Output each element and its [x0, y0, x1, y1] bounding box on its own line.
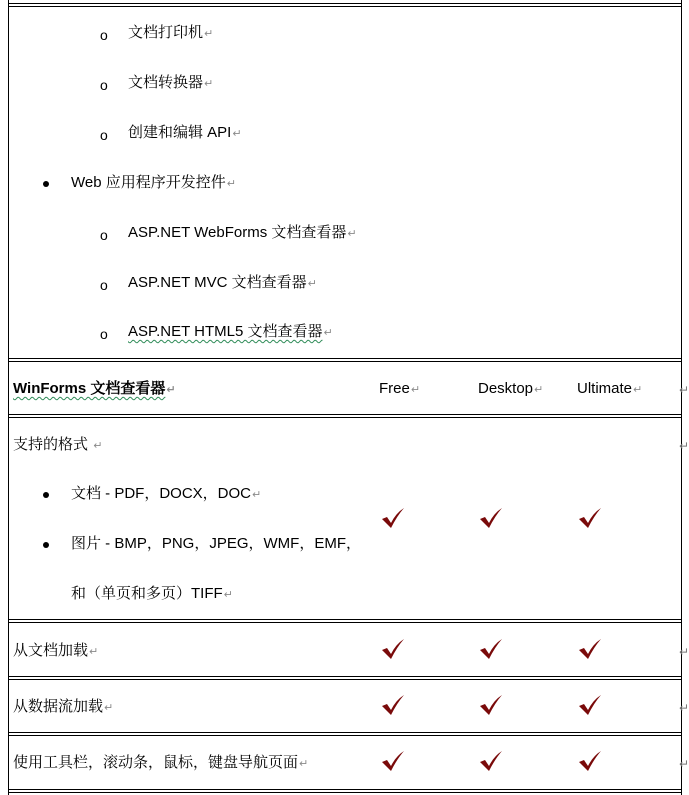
list-item: ASP.NET MVC 文档查看器↵: [128, 274, 317, 291]
circle-bullet-icon: o: [100, 227, 108, 243]
list-item: ASP.NET WebForms 文档查看器↵: [128, 224, 357, 241]
checkmark-icon: [478, 749, 504, 773]
list-item: Web 应用程序开发控件↵: [71, 174, 236, 191]
row-border: [8, 358, 682, 362]
formats-label: 支持的格式 ↵: [13, 436, 103, 453]
format-image-continued: 和（单页和多页）TIFF↵: [71, 585, 233, 602]
end-of-row-mark: ↵: [679, 645, 689, 659]
list-item: 文档转换器↵: [128, 74, 214, 91]
checkmark-icon: [478, 637, 504, 661]
row-border: [8, 732, 682, 736]
format-doc: 文档 - PDF，DOCX，DOC↵: [71, 485, 262, 502]
column-header-free: Free↵: [379, 380, 421, 397]
disc-bullet-icon: [43, 181, 49, 187]
checkmark-icon: [478, 693, 504, 717]
checkmark-icon: [478, 506, 504, 530]
column-header-ultimate: Ultimate↵: [577, 380, 643, 397]
table-header-title: WinForms 文档查看器↵: [13, 380, 176, 397]
row-border: [8, 414, 682, 418]
circle-bullet-icon: o: [100, 326, 108, 342]
row-border: [8, 676, 682, 680]
checkmark-icon: [380, 637, 406, 661]
checkmark-icon: [577, 693, 603, 717]
disc-bullet-icon: [43, 492, 49, 498]
feature-label: 使用工具栏，滚动条，鼠标，键盘导航页面↵: [13, 754, 309, 771]
row-border: [8, 619, 682, 623]
end-of-row-mark: ↵: [679, 383, 689, 397]
checkmark-icon: [577, 637, 603, 661]
checkmark-icon: [577, 749, 603, 773]
circle-bullet-icon: o: [100, 127, 108, 143]
list-item: 创建和编辑 API↵: [128, 124, 242, 141]
disc-bullet-icon: [43, 542, 49, 548]
checkmark-icon: [577, 506, 603, 530]
format-image: 图片 - BMP，PNG，JPEG，WMF，EMF，: [71, 535, 361, 552]
checkmark-icon: [380, 749, 406, 773]
end-of-row-mark: ↵: [679, 757, 689, 771]
end-of-row-mark: ↵: [679, 701, 689, 715]
column-header-desktop: Desktop↵: [478, 380, 544, 397]
checkmark-icon: [380, 506, 406, 530]
circle-bullet-icon: o: [100, 277, 108, 293]
checkmark-icon: [380, 693, 406, 717]
feature-label: 从文档加载↵: [13, 642, 99, 659]
list-item: 文档打印机↵: [128, 24, 214, 41]
end-of-row-mark: ↵: [679, 439, 689, 453]
list-item: ASP.NET HTML5 文档查看器↵: [128, 323, 333, 340]
row-border: [8, 789, 682, 793]
circle-bullet-icon: o: [100, 77, 108, 93]
circle-bullet-icon: o: [100, 27, 108, 43]
feature-label: 从数据流加载↵: [13, 698, 114, 715]
table-top-border: [8, 3, 682, 7]
